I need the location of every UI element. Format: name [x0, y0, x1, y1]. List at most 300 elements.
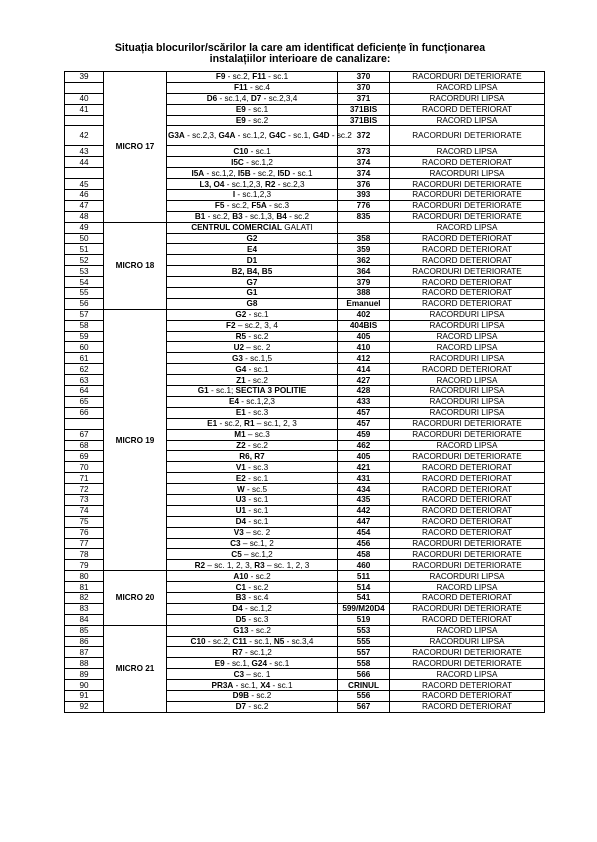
row-number: 80: [65, 571, 104, 582]
deficiency-description: RACORD DETERIORAT: [390, 592, 545, 603]
deficiency-description: RACORD DETERIORAT: [390, 473, 545, 484]
staircase-list: - sc.2: [248, 626, 271, 636]
block-staircases: [167, 560, 338, 571]
row-number: 47: [65, 200, 104, 211]
block-staircases: [167, 462, 338, 473]
block-staircases: [167, 115, 338, 126]
block-number: 556: [338, 690, 390, 701]
staircase-list: – sc.3: [245, 430, 270, 440]
row-number: 50: [65, 233, 104, 244]
deficiency-description: RACORD DETERIORAT: [390, 527, 545, 538]
block-number: 460: [338, 560, 390, 571]
staircase-list: - sc.1,2,3: [239, 397, 275, 407]
staircase-list: - sc.2: [245, 116, 269, 125]
block-number: 431: [338, 473, 390, 484]
block-code: C3: [230, 538, 241, 548]
row-number: 82: [65, 592, 104, 603]
staircase-list: - sc.1,2,: [204, 168, 238, 178]
deficiency-description: RACORD DETERIORAT: [390, 288, 545, 299]
block-staircases: [167, 592, 338, 603]
staircase-list: - sc.1,2,3,: [224, 179, 265, 189]
row-number: 84: [65, 614, 104, 625]
block-staircases: [167, 157, 338, 168]
row-number: 41: [65, 104, 104, 115]
block-code: G1: [197, 386, 209, 396]
block-number: 599/M20D4: [338, 603, 390, 614]
block-staircases: [167, 658, 338, 669]
row-number: 73: [65, 494, 104, 505]
block-number: 458: [338, 549, 390, 560]
staircase-list: - sc.1,2: [242, 604, 272, 614]
row-number: 65: [65, 396, 104, 407]
deficiency-description: RACORD LIPSA: [390, 82, 545, 93]
staircase-list: - sc.3: [245, 462, 269, 472]
row-number: 89: [65, 669, 104, 680]
block-staircases: [167, 386, 338, 397]
block-number: 442: [338, 505, 390, 516]
block-number: 433: [338, 396, 390, 407]
deficiency-description: RACORDURI DETERIORATE: [390, 190, 545, 201]
row-number: [65, 168, 104, 179]
micro-district-label: MICRO 19: [104, 309, 167, 570]
block-code: G2: [235, 310, 247, 320]
block-code: CENTRUL COMERCIAL: [191, 223, 283, 233]
block-staircases: [167, 353, 338, 364]
block-code: V3: [233, 528, 244, 538]
block-staircases: [167, 342, 338, 353]
block-number: 457: [338, 418, 390, 429]
row-number: 70: [65, 462, 104, 473]
staircase-list: - sc.1: [267, 658, 290, 668]
block-code: G2: [246, 234, 258, 244]
block-code: B4: [276, 212, 287, 222]
block-code: B3: [232, 212, 243, 222]
block-number: 370: [338, 72, 390, 83]
row-number: 79: [65, 560, 104, 571]
deficiency-description: RACORD LIPSA: [390, 222, 545, 233]
block-staircases: [167, 255, 338, 266]
block-number: 558: [338, 658, 390, 669]
block-staircases: [167, 179, 338, 190]
deficiency-description: RACORDURI DETERIORATE: [390, 451, 545, 462]
block-staircases: [167, 211, 338, 222]
row-number: 51: [65, 244, 104, 255]
staircase-list: - sc.1: [246, 517, 269, 527]
block-code: U2: [233, 342, 245, 352]
row-number: 64: [65, 386, 104, 397]
block-staircases: [167, 331, 338, 342]
block-code: I5B: [237, 168, 251, 178]
deficiency-description: RACORDURI LIPSA: [390, 636, 545, 647]
deficiency-description: RACORDURI DETERIORATE: [390, 211, 545, 222]
deficiency-description: RACORDURI DETERIORATE: [390, 418, 545, 429]
block-staircases: [167, 82, 338, 93]
table-row: [65, 309, 545, 320]
row-number: 67: [65, 429, 104, 440]
block-code: X4: [260, 680, 271, 690]
block-code: D5: [235, 615, 247, 625]
staircase-list: - sc.1: [265, 72, 289, 82]
block-code: B2, B4, B5: [231, 266, 273, 276]
block-staircases: [167, 72, 338, 83]
deficiency-description: RACORDURI LIPSA: [390, 386, 545, 397]
deficiency-description: RACORDURI DETERIORATE: [390, 179, 545, 190]
deficiency-description: RACORDURI DETERIORATE: [390, 266, 545, 277]
staircase-list: - sc.1,: [224, 658, 252, 668]
block-number: 405: [338, 451, 390, 462]
block-code: E9: [235, 116, 246, 125]
block-number: 457: [338, 407, 390, 418]
block-code: L3, O4: [199, 179, 225, 189]
block-number: 405: [338, 331, 390, 342]
row-number: 76: [65, 527, 104, 538]
block-staircases: [167, 407, 338, 418]
block-code: D4: [232, 604, 243, 614]
block-number: 435: [338, 494, 390, 505]
block-code: G4: [235, 364, 247, 374]
staircase-list: - sc.2: [245, 375, 268, 385]
block-number: 553: [338, 625, 390, 636]
staircase-list: - sc.2,: [217, 419, 245, 429]
block-code: Z2: [236, 440, 246, 450]
block-staircases: [167, 680, 338, 691]
block-staircases: [167, 288, 338, 299]
block-number: 393: [338, 190, 390, 201]
block-code: D6: [206, 94, 218, 104]
staircase-list: - sc.1;: [208, 386, 236, 396]
block-code: C10: [233, 146, 249, 156]
block-code: W: [236, 484, 245, 494]
row-number: [65, 115, 104, 126]
row-number: 90: [65, 680, 104, 691]
row-number: [65, 418, 104, 429]
block-code: R3: [254, 560, 265, 570]
staircase-list: - sc.1: [246, 506, 269, 516]
deficiency-description: RACORD LIPSA: [390, 669, 545, 680]
block-code: G3A: [168, 131, 185, 141]
staircase-list: – sc. 1: [244, 669, 271, 679]
row-number: 92: [65, 701, 104, 712]
staircase-list: - sc.3: [266, 201, 290, 211]
staircase-list: - sc.1,: [233, 680, 261, 690]
staircase-list: – sc. 2: [244, 342, 271, 352]
row-number: 46: [65, 190, 104, 201]
block-number: 370: [338, 82, 390, 93]
deficiency-description: RACORDURI LIPSA: [390, 320, 545, 331]
block-number: [338, 222, 390, 233]
row-number: 52: [65, 255, 104, 266]
block-number: 412: [338, 353, 390, 364]
block-staircases: [167, 571, 338, 582]
block-number: 447: [338, 516, 390, 527]
block-code: D7: [250, 94, 262, 104]
row-number: 87: [65, 647, 104, 658]
block-code: G24: [251, 658, 268, 668]
block-code: E1: [235, 408, 246, 418]
staircase-list: - sc.1,2: [242, 647, 272, 657]
deficiency-description: RACORDURI DETERIORATE: [390, 658, 545, 669]
block-code: G13: [233, 626, 249, 636]
block-number: 567: [338, 701, 390, 712]
deficiency-description: RACORDURI LIPSA: [390, 571, 545, 582]
staircase-list: – sc. 1, 2, 3,: [205, 560, 255, 570]
block-staircases: [167, 505, 338, 516]
staircase-list: - sc.2: [248, 571, 271, 581]
row-number: 56: [65, 298, 104, 309]
block-code: N5: [273, 636, 285, 646]
row-number: 66: [65, 407, 104, 418]
block-code: B3: [235, 593, 247, 603]
deficiency-description: RACORD DETERIORAT: [390, 298, 545, 309]
deficiency-description: RACORDURI DETERIORATE: [390, 549, 545, 560]
block-number: Emanuel: [338, 298, 390, 309]
document-title: [60, 43, 540, 65]
block-number: 373: [338, 146, 390, 157]
block-number: 835: [338, 211, 390, 222]
staircase-list: - sc.2: [246, 702, 269, 712]
deficiency-description: RACORDURI DETERIORATE: [390, 72, 545, 83]
block-staircases: [167, 429, 338, 440]
block-code: G3: [231, 353, 243, 363]
row-number: 81: [65, 582, 104, 593]
block-staircases: [167, 320, 338, 331]
block-code: R1: [244, 419, 255, 429]
deficiency-description: RACORD LIPSA: [390, 342, 545, 353]
block-code: E2: [235, 473, 246, 483]
block-code: F5: [214, 201, 225, 211]
row-number: 85: [65, 625, 104, 636]
staircase-list: - sc.1: [246, 364, 269, 374]
block-number: 372: [338, 126, 390, 146]
block-staircases: [167, 669, 338, 680]
staircase-list: - sc.2: [246, 332, 269, 342]
block-code: C11: [232, 636, 247, 646]
deficiency-description: RACORDURI DETERIORATE: [390, 538, 545, 549]
deficiency-description: RACORD DETERIORAT: [390, 244, 545, 255]
title-line-2: instalațiilor interioare de canalizare:: [209, 53, 391, 65]
row-number: 49: [65, 222, 104, 233]
block-code: E9: [214, 658, 225, 668]
staircase-list: - sc.3: [245, 408, 269, 418]
block-code: I: [232, 190, 236, 200]
title-line-1: Situația blocurilor/scărilor la care am identificat deficiențe în funcționarea: [114, 42, 486, 54]
block-staircases: [167, 244, 338, 255]
block-code: D1: [246, 255, 258, 265]
staircase-list: - sc.2,3: [275, 179, 305, 189]
block-code: G8: [246, 299, 258, 309]
row-number: 86: [65, 636, 104, 647]
row-number: 74: [65, 505, 104, 516]
row-number: 54: [65, 277, 104, 288]
block-staircases: [167, 93, 338, 104]
staircase-list: - sc.1,5: [242, 353, 273, 363]
block-number: 371BIS: [338, 115, 390, 126]
staircase-list: - sc.1,: [285, 131, 313, 141]
block-staircases: [167, 484, 338, 495]
row-number: 59: [65, 331, 104, 342]
block-number: 364: [338, 266, 390, 277]
block-code: F5A: [251, 201, 267, 211]
block-code: G4C: [269, 131, 286, 141]
block-code: U1: [235, 506, 247, 516]
row-number: 53: [65, 266, 104, 277]
row-number: 69: [65, 451, 104, 462]
row-number: 39: [65, 72, 104, 83]
block-number: 388: [338, 288, 390, 299]
block-number: 374: [338, 168, 390, 179]
staircase-list: - sc.2: [245, 440, 268, 450]
row-number: 44: [65, 157, 104, 168]
defects-table: [64, 71, 545, 713]
block-code: F2: [226, 321, 236, 331]
row-number: 88: [65, 658, 104, 669]
row-number: 45: [65, 179, 104, 190]
block-staircases: [167, 396, 338, 407]
deficiency-description: RACORD DETERIORAT: [390, 484, 545, 495]
staircase-list: – sc.1, 2: [240, 538, 274, 548]
block-code: D9B: [232, 691, 250, 701]
block-code: C1: [235, 582, 247, 592]
deficiency-description: RACORD LIPSA: [390, 375, 545, 386]
staircase-list: - sc.1: [248, 146, 271, 156]
micro-district-label: MICRO 20: [104, 571, 167, 625]
block-staircases: [167, 582, 338, 593]
block-code: D7: [235, 702, 247, 712]
deficiency-description: RACORD DETERIORAT: [390, 690, 545, 701]
deficiency-description: RACORD DETERIORAT: [390, 701, 545, 712]
block-code: E9: [235, 105, 246, 115]
block-number: 359: [338, 244, 390, 255]
block-staircases: [167, 625, 338, 636]
deficiency-description: RACORD DETERIORAT: [390, 104, 545, 115]
block-staircases: [167, 538, 338, 549]
deficiency-description: RACORDURI LIPSA: [390, 353, 545, 364]
block-code: I5C: [231, 157, 244, 167]
staircase-list: – sc. 2: [243, 528, 271, 538]
deficiency-description: RACORDURI DETERIORATE: [390, 603, 545, 614]
block-code: U3: [235, 495, 247, 505]
row-number: 62: [65, 364, 104, 375]
row-number: 78: [65, 549, 104, 560]
staircase-list: - sc.2,: [250, 168, 278, 178]
block-staircases: [167, 440, 338, 451]
block-number: 462: [338, 440, 390, 451]
staircase-list: - sc.1: [246, 495, 269, 505]
block-staircases: [167, 451, 338, 462]
staircase-list: - sc.1,2,: [235, 131, 270, 141]
row-number: 43: [65, 146, 104, 157]
staircase-list: - sc.5: [244, 484, 268, 494]
block-number: 362: [338, 255, 390, 266]
block-staircases: [167, 647, 338, 658]
deficiency-description: RACORD DETERIORAT: [390, 157, 545, 168]
block-staircases: [167, 690, 338, 701]
block-staircases: [167, 614, 338, 625]
block-code: F9: [215, 72, 226, 82]
row-number: 40: [65, 93, 104, 104]
deficiency-description: RACORD DETERIORAT: [390, 277, 545, 288]
deficiency-description: RACORD DETERIORAT: [390, 505, 545, 516]
row-number: 63: [65, 375, 104, 386]
block-code: G4A: [218, 131, 236, 141]
block-code: C10: [190, 636, 206, 646]
staircase-list: - sc.2,: [224, 201, 252, 211]
block-staircases: [167, 375, 338, 386]
block-staircases: [167, 146, 338, 157]
block-number: 414: [338, 364, 390, 375]
micro-district-label: MICRO 18: [104, 222, 167, 309]
block-code: E1: [207, 419, 218, 429]
staircase-list: - sc.2,: [225, 72, 253, 82]
block-code: E4: [246, 244, 257, 254]
staircase-list: - sc.2: [246, 582, 269, 592]
block-number: 371BIS: [338, 104, 390, 115]
row-number: 83: [65, 603, 104, 614]
block-code: F11: [252, 72, 266, 82]
staircase-list: - sc.1: [270, 680, 293, 690]
block-number: 541: [338, 592, 390, 603]
block-code: G4D: [312, 131, 330, 141]
block-number: 555: [338, 636, 390, 647]
staircase-list: - sc.2,: [205, 212, 233, 222]
block-staircases: [167, 222, 338, 233]
deficiency-description: RACORD LIPSA: [390, 625, 545, 636]
block-number: 519: [338, 614, 390, 625]
micro-district-label: MICRO 21: [104, 625, 167, 712]
block-code: I5D: [277, 168, 291, 178]
block-code: C3: [233, 669, 245, 679]
row-number: 68: [65, 440, 104, 451]
row-number: 55: [65, 288, 104, 299]
block-number: 410: [338, 342, 390, 353]
table-row: [65, 625, 545, 636]
block-code: R7: [232, 647, 243, 657]
block-staircases: [167, 494, 338, 505]
block-code: SECTIA 3 POLITIE: [235, 386, 307, 396]
staircase-list: - sc.2,3,4: [261, 94, 298, 104]
deficiency-description: RACORDURI LIPSA: [390, 309, 545, 320]
block-staircases: [167, 126, 352, 146]
block-number: 402: [338, 309, 390, 320]
staircase-list: - sc.1,2,3: [235, 190, 272, 200]
deficiency-description: RACORD LIPSA: [390, 331, 545, 342]
staircase-list: – sc.1, 2, 3: [254, 419, 297, 429]
block-staircases: [167, 104, 338, 115]
staircase-list: - sc.3: [246, 615, 269, 625]
deficiency-description: RACORD DETERIORAT: [390, 364, 545, 375]
block-staircases: [167, 200, 338, 211]
micro-district-label: MICRO 17: [104, 72, 167, 223]
row-number: 71: [65, 473, 104, 484]
block-code: G1: [246, 288, 258, 298]
block-staircases: [167, 527, 338, 538]
staircase-list: – sc. 1, 2, 3: [264, 560, 310, 570]
staircase-list: - sc.2,3,: [184, 131, 219, 141]
deficiency-description: RACORD DETERIORAT: [390, 462, 545, 473]
row-number: 42: [65, 126, 104, 146]
staircase-list: - sc.4: [246, 593, 269, 603]
block-code: PR3A: [211, 680, 234, 690]
block-code: E4: [229, 397, 240, 407]
block-number: 456: [338, 538, 390, 549]
staircase-list: - sc.1,: [247, 636, 274, 646]
deficiency-description: RACORDURI DETERIORATE: [390, 560, 545, 571]
table-row: [65, 72, 545, 83]
block-number: 459: [338, 429, 390, 440]
block-number: 434: [338, 484, 390, 495]
deficiency-description: RACORD LIPSA: [390, 146, 545, 157]
block-code: G7: [246, 277, 258, 287]
